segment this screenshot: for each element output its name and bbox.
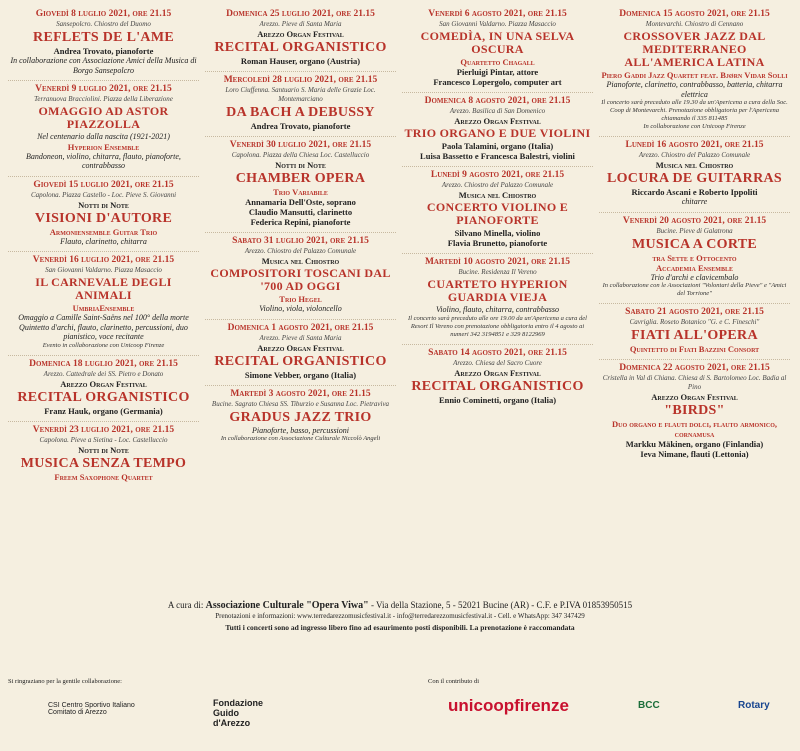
event-date: Domenica 15 agosto 2021, ore 21.15 — [619, 9, 770, 19]
event-title: RECITAL ORGANISTICO — [214, 40, 387, 55]
event-date: Venerdì 30 luglio 2021, ore 21.15 — [229, 140, 372, 150]
event-item — [402, 93, 593, 167]
event-date: Lunedì 16 agosto 2021, ore 21.15 — [625, 140, 764, 150]
event-item — [599, 6, 790, 137]
event-info: chitarre — [681, 197, 708, 206]
event-rev: Musica nel Chiostro — [458, 190, 537, 200]
event-perf: Andrea Trovato, pianoforte — [250, 121, 351, 131]
event-rev: Arezzo Organ Festival — [60, 378, 147, 389]
event-rev: Arezzo Organ Festival — [257, 342, 344, 353]
event-perf: Simone Vebber, organo (Italia) — [244, 369, 357, 380]
event-title: MUSICA A CORTE — [631, 236, 758, 252]
event-perf: Markku Mäkinen, organo (Finlandia) — [625, 439, 764, 449]
event-place: Bucine. Sagrato Chiesa SS. Tiburzio e Susanna Loc. Pietraviva — [211, 399, 390, 408]
event-small: Evento in collaborazione con Unicoop Firenze — [42, 341, 165, 349]
event-title: DA BACH A DEBUSSY — [226, 105, 375, 120]
event-place: Bucine. Pieve di Galatrona — [656, 226, 733, 235]
event-sub: UmbriaEnsemble — [72, 303, 135, 313]
event-date: Martedì 3 agosto 2021, ore 21.15 — [230, 388, 371, 399]
event-rev: Notti di Note — [78, 444, 129, 455]
event-sub: Freem Saxophone Quartet — [54, 471, 153, 482]
rotary-logo: Rotary — [738, 700, 770, 711]
org-address: - Via della Stazione, 5 - 52021 Bucine (AR) - C.F. e P.IVA 01853950515 — [370, 600, 633, 610]
event-item — [205, 386, 396, 449]
event-title: RECITAL ORGANISTICO — [411, 378, 584, 394]
event-date: Venerdì 9 luglio 2021, ore 21.15 — [35, 84, 172, 94]
column-1 — [8, 6, 199, 602]
event-item — [8, 252, 199, 356]
event-item — [205, 233, 396, 320]
event-rev: Arezzo Organ Festival — [257, 29, 344, 39]
event-title: CHAMBER OPERA — [235, 171, 366, 186]
event-date: Sabato 31 luglio 2021, ore 21.15 — [232, 236, 369, 246]
event-place: Cristella in Val di Chiana. Chiesa di S. Bartolomeo Loc. Badia al Pino — [602, 374, 787, 391]
event-info: Violino, viola, violoncello — [259, 304, 342, 313]
event-date: Venerdì 20 agosto 2021, ore 21.15 — [622, 215, 767, 226]
event-perf: Ennio Cominetti, organo (Italia) — [438, 394, 557, 405]
event-place: Capolona. Piazza Castello - Loc. Pieve S. Giovanni — [30, 190, 177, 199]
event-place: Arezzo. Chiostro del Palazzo Comunale — [244, 247, 357, 255]
event-title: RECITAL ORGANISTICO — [17, 389, 190, 405]
event-perf2: Luisa Bassetto e Francesca Balestri, violini — [420, 151, 575, 161]
event-info: Bandoneon, violino, chitarra, flauto, pianoforte, contrabbasso — [26, 151, 181, 170]
event-rev: Notti di Note — [78, 199, 129, 210]
event-date: Sabato 21 agosto 2021, ore 21.15 — [625, 307, 764, 317]
event-item — [205, 137, 396, 233]
event-title: CONCERTO VIOLINO E PIANOFORTE — [426, 200, 569, 227]
event-title: LOCURA DE GUITARRAS — [606, 171, 783, 186]
event-perf2: Ieva Nimane, flauti (Lettonia) — [640, 449, 749, 459]
event-sub: Trio Variabile — [273, 187, 328, 197]
event-date: Martedì 10 agosto 2021, ore 21.15 — [424, 257, 571, 267]
event-info: Flauto, clarinetto, chitarra — [60, 236, 147, 246]
event-title: OMAGGIO AD ASTOR PIAZZOLLA — [38, 104, 169, 131]
column-4 — [599, 6, 790, 602]
event-date: Domenica 1 agosto 2021, ore 21.15 — [227, 322, 374, 333]
event-rev: Notti di Note — [275, 160, 326, 170]
event-rev: Arezzo Organ Festival — [454, 116, 541, 126]
event-title: RECITAL ORGANISTICO — [214, 353, 387, 369]
event-item — [205, 320, 396, 386]
sponsor-logos — [8, 688, 792, 740]
org-prefix: A cura di: — [167, 600, 204, 610]
event-place: Capolona. Piazza della Chiesa Loc. Castelluccio — [231, 151, 370, 159]
event-small: In collaborazione con le Associazioni "Volontari della Pieve" e "Amici del Torrione" — [602, 282, 787, 297]
event-item — [8, 81, 199, 177]
event-place: Bucine. Residenza Il Vereno — [458, 268, 537, 276]
event-info: Omaggio a Camille Saint-Saëns nel 100° della morte — [18, 313, 189, 322]
event-item — [599, 360, 790, 464]
event-item — [8, 422, 199, 487]
event-date: Mercoledì 28 luglio 2021, ore 21.15 — [223, 75, 378, 85]
event-sub3: Accademia Ensemble — [656, 262, 733, 273]
event-rev: Musica nel Chiostro — [261, 256, 340, 266]
event-small2: In collaborazione con Unicoop Firenze — [643, 123, 746, 130]
event-place: Arezzo. Cattedrale dei SS. Pietro e Donato — [43, 369, 164, 378]
event-item — [8, 177, 199, 253]
event-date: Giovedì 15 luglio 2021, ore 21.15 — [33, 179, 174, 190]
event-place: Arezzo. Pieve di Santa Maria — [259, 333, 342, 342]
event-item — [599, 304, 790, 360]
contrib-text: Con il contributo di — [428, 678, 480, 685]
event-title: TRIO ORGANO E DUE VIOLINI — [404, 126, 591, 140]
event-date: Lunedì 9 agosto 2021, ore 21.15 — [430, 170, 565, 180]
event-perf: Riccardo Ascani e Roberto Ippoliti — [631, 187, 758, 197]
event-perf: Franz Hauk, organo (Germania) — [44, 405, 163, 416]
event-date: Domenica 18 luglio 2021, ore 21.15 — [29, 358, 178, 369]
org-name: Associazione Culturale "Opera Viwa" — [205, 600, 369, 611]
event-place: Terranuova Bracciolini. Piazza della Liberazione — [34, 95, 173, 103]
event-sub: Quartetto Chagall — [460, 57, 535, 67]
event-small: In collaborazione con Associazione Culturale Niccolò Angeli — [220, 435, 381, 442]
event-small: Il concerto sarà preceduto alle 19.30 da un'Apericena a cura della Soc. Coop di Montevarchi. Prenotazione obbligatoria per l'Apericena chiamando il 335 811485 — [601, 99, 788, 122]
event-item — [8, 356, 199, 422]
event-title: REFLETS DE L'AME — [33, 30, 174, 45]
event-place: San Giovanni Valdarno. Piazza Masaccio — [45, 266, 162, 274]
event-place: Sansepolcro. Chiostro del Duomo — [56, 20, 151, 28]
event-title: VISIONI D'AUTORE — [34, 210, 173, 226]
fondazione-logo: Fondazione Guido d'Arezzo — [213, 698, 263, 728]
csi-logo: CSI Centro Sportivo Italiano Comitato di Arezzo — [48, 702, 135, 716]
event-rev: Arezzo Organ Festival — [651, 392, 738, 402]
event-title: MUSICA SENZA TEMPO — [20, 455, 187, 471]
event-item — [402, 167, 593, 254]
event-info: Violino, flauto, chitarra, contrabbasso — [436, 305, 559, 314]
free-entry-line: Tutti i concerti sono ad ingresso libero fino ad esaurimento posti disponibili. La prenotazione è raccomandata — [225, 623, 575, 632]
event-title: COMEDÌA, IN UNA SELVA OSCURA — [420, 29, 575, 56]
bcc-logo: BCC — [638, 700, 660, 711]
event-info: Trio d'archi e clavicembalo — [650, 272, 739, 282]
event-place: San Giovanni Valdarno. Piazza Masaccio — [439, 20, 556, 28]
event-sub: Quintetto di Fiati Bazzini Consort — [629, 344, 760, 354]
event-rev: Arezzo Organ Festival — [454, 367, 541, 378]
event-perf: Annamaria Dell'Oste, soprano — [245, 197, 356, 207]
event-sub: Duo organo e flauti dolci, flauto armonico, cornamusa — [611, 419, 778, 439]
event-place: Arezzo. Pieve di Santa Maria — [259, 20, 342, 28]
event-place: Loro Ciuffenna. Santuario S. Maria delle Grazie Loc. Montemarciano — [225, 86, 376, 103]
organizer-line — [8, 600, 792, 611]
thanks-text: Si ringraziano per la gentile collaborazione: — [8, 678, 122, 685]
event-sub: tra Sette e Ottocento — [652, 252, 737, 263]
event-title: CUARTETO HYPERION GUARDIA VIEJA — [427, 277, 568, 304]
event-date: Venerdì 6 agosto 2021, ore 21.15 — [428, 9, 567, 19]
event-info2: Quintetto d'archi, flauto, clarinetto, percussioni, duo pianistico, voce recitante — [19, 322, 188, 341]
event-item — [205, 6, 396, 72]
event-title: GRADUS JAZZ TRIO — [229, 409, 372, 425]
event-item — [8, 6, 199, 81]
event-perf2: Flavia Brunetto, pianoforte — [447, 238, 548, 248]
event-place: Cavriglia. Roseto Botanico "G. e C. Fineschi" — [629, 318, 760, 326]
event-perf: Pierluigi Pintar, attore — [456, 67, 539, 77]
event-rev: Musica nel Chiostro — [655, 160, 734, 170]
event-title: COMPOSITORI TOSCANI DAL '700 AD OGGI — [210, 266, 391, 293]
event-date: Sabato 14 agosto 2021, ore 21.15 — [428, 347, 567, 358]
events-grid — [8, 6, 792, 602]
event-item — [402, 345, 593, 410]
event-title: CROSSOVER JAZZ DAL MEDITERRANEO ALL'AMERICA LATINA — [623, 29, 766, 69]
event-small: Il concerto sarà preceduto alle ore 19.00 da un'Apericena a cura del Resort Il Vereno con prenotazione obbligatoria entro il 4 agosto ai numeri 342 3194851 e 329 8122969 — [408, 314, 587, 338]
event-place: Arezzo. Chiesa del Sacro Cuore — [453, 358, 542, 367]
event-perf2: Francesco Lopergolo, computer art — [433, 77, 562, 87]
event-info: In collaborazione con Associazione Amici della Musica di Borgo Sansepolcro — [10, 56, 197, 75]
column-2 — [205, 6, 396, 602]
event-title: "BIRDS" — [664, 403, 725, 418]
thanks-line — [8, 678, 792, 685]
event-title: FIATI ALL'OPERA — [631, 328, 758, 343]
event-item — [599, 137, 790, 213]
event-perf: Silvano Minella, violino — [454, 228, 541, 238]
event-date: Venerdì 23 luglio 2021, ore 21.15 — [32, 424, 175, 435]
event-info: Pianoforte, basso, percussioni — [251, 425, 350, 435]
contacts-line: Prenotazioni e informazioni: www.terredarezzomusicfestival.it - info@terredarezzomusicfestival.it - Cell. e WhatsApp: 347 347429 — [215, 612, 585, 620]
event-perf: Roman Hauser, organo (Austria) — [240, 56, 361, 66]
event-place: Arezzo. Basilica di San Domenico — [449, 107, 546, 115]
event-perf: Andrea Trovato, pianoforte — [53, 46, 154, 56]
event-place: Arezzo. Chiostro del Palazzo Comunale — [638, 151, 751, 159]
event-sub: Trio Hegel — [279, 294, 322, 304]
event-date: Giovedì 8 luglio 2021, ore 21.15 — [35, 9, 172, 19]
event-date: Domenica 25 luglio 2021, ore 21.15 — [226, 9, 375, 19]
event-sub: Armoniensemble Guitar Trio — [49, 226, 158, 237]
event-date: Domenica 22 agosto 2021, ore 21.15 — [619, 363, 770, 373]
event-perf2: Claudio Mansutti, clarinetto — [248, 207, 353, 217]
event-item — [402, 6, 593, 93]
event-date: Venerdì 16 luglio 2021, ore 21.15 — [32, 255, 175, 265]
column-3 — [402, 6, 593, 602]
event-item — [205, 72, 396, 137]
event-info: Pianoforte, clarinetto, contrabbasso, batteria, chitarra elettrica — [606, 80, 783, 99]
event-title: IL CARNEVALE DEGLI ANIMALI — [35, 275, 172, 302]
event-sub: Hyperion Ensemble — [67, 141, 140, 152]
event-sub: Piero Gaddi Jazz Quartet feat. Bjørn Vidar Solli — [601, 70, 788, 80]
event-place: Montevarchi. Chiostro di Cennano — [645, 20, 744, 28]
event-item — [402, 254, 593, 345]
event-item — [599, 213, 790, 305]
event-date: Domenica 8 agosto 2021, ore 21.15 — [424, 96, 571, 106]
unicoop-logo: unicoopfirenze — [448, 696, 569, 715]
event-place: Arezzo. Chiostro del Palazzo Comunale — [441, 181, 554, 189]
event-perf3: Federica Repini, pianoforte — [250, 217, 351, 227]
event-perf: Paola Talamini, organo (Italia) — [441, 141, 554, 151]
footer — [8, 600, 792, 728]
event-place: Capolona. Pieve a Sietina - Loc. Castelluccio — [39, 435, 168, 444]
event-sub2: Nel centenario dalla nascita (1921-2021) — [37, 132, 170, 141]
